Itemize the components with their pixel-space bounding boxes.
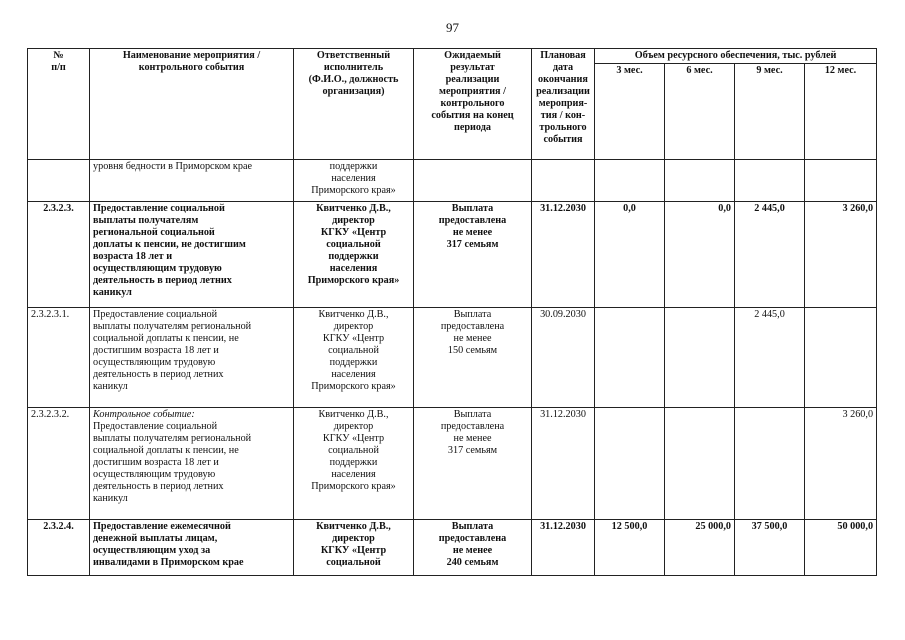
table-row <box>28 308 877 408</box>
header-number: № п/п <box>28 49 90 160</box>
table-row <box>28 520 877 576</box>
table-row <box>28 160 877 202</box>
row-9-months: 2 445,0 <box>735 202 805 308</box>
row-responsible: Квитченко Д.В., директор КГКУ «Центр социальной поддержки населения Приморского края» <box>294 408 414 520</box>
row-date: 31.12.2030 <box>532 520 595 576</box>
row-number: 2.3.2.3. <box>28 202 90 308</box>
row-6-months: 0,0 <box>665 202 735 308</box>
header-responsible: Ответственный исполнитель (Ф.И.О., должность организация) <box>294 49 414 160</box>
row-expected: Выплата предоставлена не менее 150 семьям <box>414 308 532 408</box>
row-6-months <box>665 408 735 520</box>
row-number <box>28 160 90 202</box>
page-number: 97 <box>446 20 459 35</box>
table-row <box>28 202 877 308</box>
row-name: уровня бедности в Приморском крае <box>90 160 294 202</box>
header-12-months: 12 мес. <box>805 64 877 160</box>
row-name: Контрольное событие: Предоставление социальной выплаты получателям региональной социальной доплаты к пенсии, не достигшим возраста 18 лет и осуществляющим трудовую деятельность в период летних каникул <box>90 408 294 520</box>
row-3-months <box>595 408 665 520</box>
row-name: Предоставление социальной выплаты получателям региональной социальной доплаты к пенсии, не достигшим возраста 18 лет и осуществляющим трудовую деятельность в период летних каникул <box>90 202 294 308</box>
row-responsible: Квитченко Д.В., директор КГКУ «Центр социальной поддержки населения Приморского края» <box>294 202 414 308</box>
header-9-months: 9 мес. <box>735 64 805 160</box>
row-3-months <box>595 160 665 202</box>
header-6-months: 6 мес. <box>665 64 735 160</box>
row-9-months <box>735 408 805 520</box>
header-name: Наименование мероприятия / контрольного события <box>90 49 294 160</box>
row-12-months: 50 000,0 <box>805 520 877 576</box>
row-12-months: 3 260,0 <box>805 202 877 308</box>
header-resources: Объем ресурсного обеспечения, тыс. рублей <box>595 49 877 64</box>
row-9-months <box>735 160 805 202</box>
control-event-label: Контрольное событие: <box>93 409 195 420</box>
row-number: 2.3.2.3.1. <box>28 308 90 408</box>
row-6-months <box>665 160 735 202</box>
row-name: Предоставление ежемесячной денежной выплаты лицам, осуществляющим уход за инвалидами в Приморском крае <box>90 520 294 576</box>
row-6-months: 25 000,0 <box>665 520 735 576</box>
header-planned-date: Плановая дата окончания реализации мероприя- тия / кон- трольного события <box>532 49 595 160</box>
row-12-months <box>805 160 877 202</box>
row-date <box>532 160 595 202</box>
row-number: 2.3.2.3.2. <box>28 408 90 520</box>
row-responsible: Квитченко Д.В., директор КГКУ «Центр социальной <box>294 520 414 576</box>
row-responsible: поддержки населения Приморского края» <box>294 160 414 202</box>
row-responsible: Квитченко Д.В., директор КГКУ «Центр социальной поддержки населения Приморского края» <box>294 308 414 408</box>
row-expected: Выплата предоставлена не менее 240 семьям <box>414 520 532 576</box>
row-number: 2.3.2.4. <box>28 520 90 576</box>
row-date: 31.12.2030 <box>532 408 595 520</box>
row-12-months: 3 260,0 <box>805 408 877 520</box>
row-3-months <box>595 308 665 408</box>
header-3-months: 3 мес. <box>595 64 665 160</box>
row-date: 31.12.2030 <box>532 202 595 308</box>
row-date: 30.09.2030 <box>532 308 595 408</box>
row-12-months <box>805 308 877 408</box>
row-9-months: 2 445,0 <box>735 308 805 408</box>
row-expected: Выплата предоставлена не менее 317 семьям <box>414 202 532 308</box>
row-expected: Выплата предоставлена не менее 317 семьям <box>414 408 532 520</box>
row-3-months: 0,0 <box>595 202 665 308</box>
header-expected-result: Ожидаемый результат реализации мероприятия / контрольного события на конец периода <box>414 49 532 160</box>
row-name: Предоставление социальной выплаты получателям региональной социальной доплаты к пенсии, не достигшим возраста 18 лет и осуществляющим трудовую деятельность в период летних каникул <box>90 308 294 408</box>
row-9-months: 37 500,0 <box>735 520 805 576</box>
table-row <box>28 408 877 520</box>
row-6-months <box>665 308 735 408</box>
row-expected <box>414 160 532 202</box>
program-table <box>27 48 877 576</box>
row-3-months: 12 500,0 <box>595 520 665 576</box>
